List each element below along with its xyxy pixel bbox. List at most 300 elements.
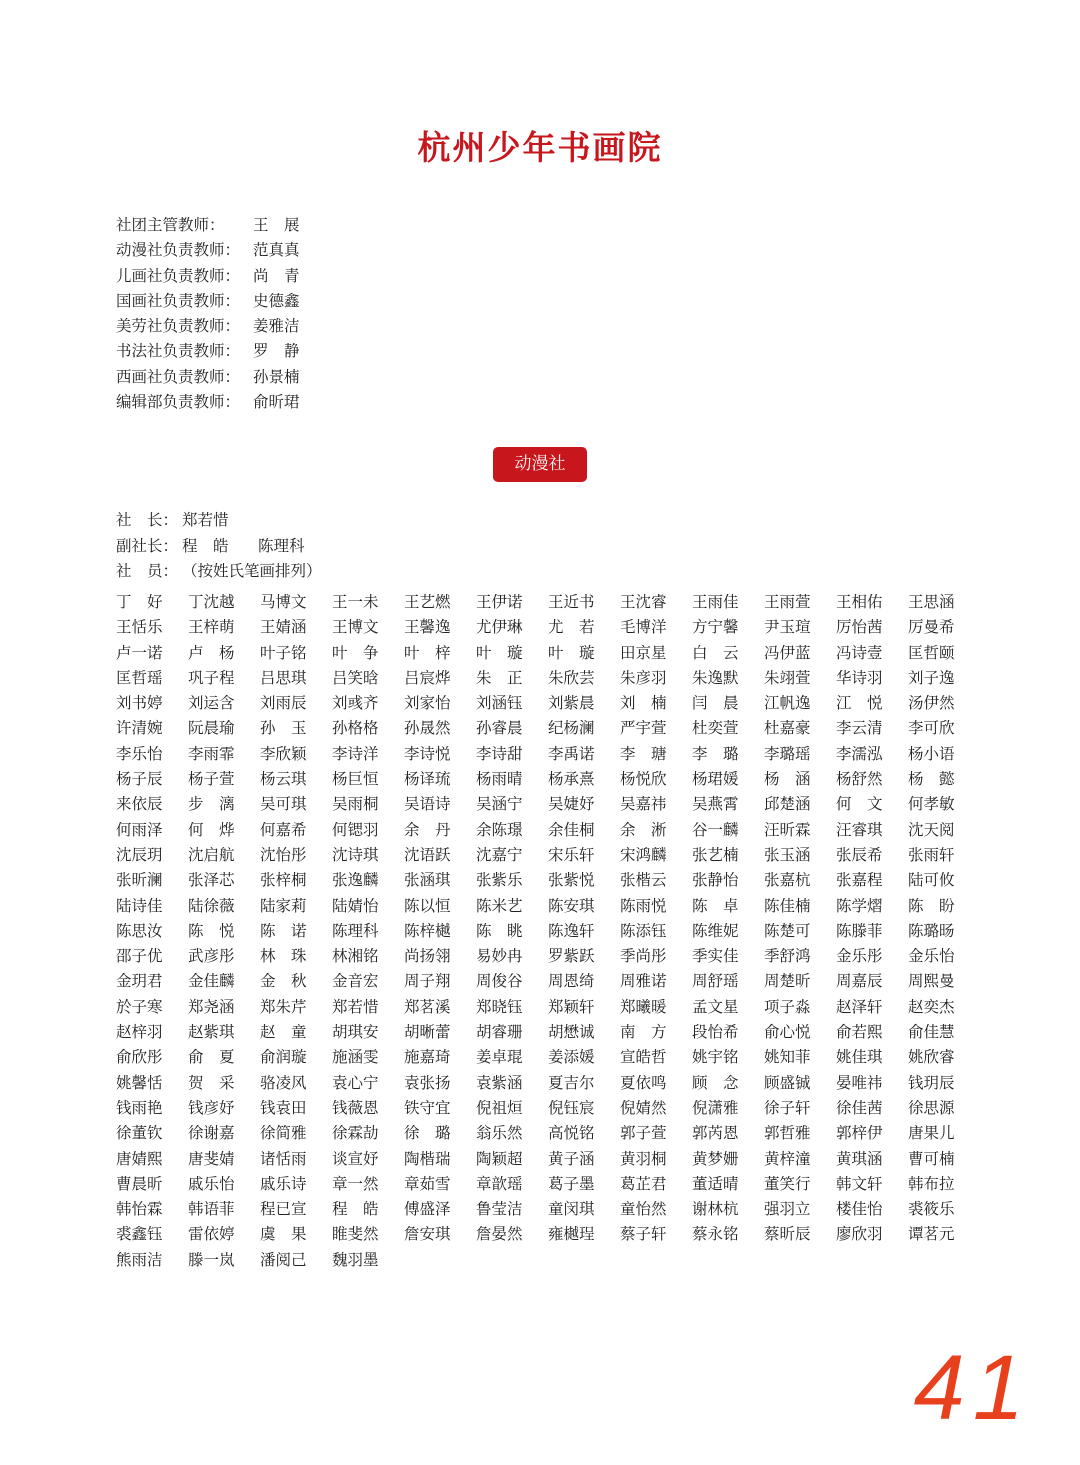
- member-name: 沈启航: [188, 845, 235, 864]
- member-name: 金乐怡: [908, 947, 955, 966]
- member-name: 周嘉辰: [836, 972, 883, 991]
- member-name: 季尚彤: [620, 947, 667, 966]
- member-name: 丁 好: [116, 593, 163, 611]
- teacher-name: 罗 静: [253, 342, 300, 361]
- member-name: 韩语菲: [188, 1200, 235, 1219]
- member-name: 陈以恒: [404, 896, 451, 915]
- member-name: 杨珺媛: [692, 770, 739, 789]
- vice-president-name: 陈理科: [258, 536, 305, 555]
- member-name: 曹晨昕: [116, 1174, 163, 1193]
- member-name: 杜嘉豪: [764, 719, 811, 738]
- member-name: 胡晰蕾: [404, 1023, 451, 1042]
- member-name: 陈米艺: [476, 896, 523, 915]
- member-name: 杨译琉: [404, 770, 451, 789]
- member-name: 郑晓钰: [476, 997, 523, 1016]
- president-label: 社 长：: [116, 511, 179, 529]
- member-name: 谢林杭: [692, 1200, 739, 1219]
- teacher-name: 王 展: [253, 216, 300, 234]
- member-name: 戚乐诗: [260, 1174, 307, 1193]
- member-name: 王雨佳: [692, 593, 739, 611]
- member-name: 卢 杨: [188, 643, 235, 662]
- member-name: 武彦彤: [188, 947, 235, 966]
- member-name: 李雨霏: [188, 744, 235, 763]
- member-name: 汪睿琪: [836, 820, 883, 839]
- member-name: 陈滕菲: [836, 921, 883, 940]
- member-name: 葛芷君: [620, 1174, 667, 1193]
- member-name: 吴可琪: [260, 795, 307, 814]
- member-name: 来依辰: [116, 795, 163, 814]
- member-name: 冯诗壹: [836, 643, 883, 662]
- teacher-row: [116, 238, 300, 263]
- member-name: 张紫悦: [548, 871, 595, 890]
- teacher-row: [116, 339, 300, 364]
- member-name: 詹晏然: [476, 1225, 523, 1244]
- member-name: 董笑行: [764, 1174, 811, 1193]
- member-name: 叶 璇: [476, 643, 523, 662]
- member-name: 陈楚可: [764, 921, 811, 940]
- member-name: 杨子辰: [116, 770, 163, 789]
- member-name: 张静怡: [692, 871, 739, 890]
- member-name: 谷一麟: [692, 820, 739, 839]
- president-row: [116, 508, 322, 534]
- member-name: 马博文: [260, 593, 307, 611]
- member-name: 俞若熙: [836, 1023, 883, 1042]
- member-name: 陈添钰: [620, 921, 667, 940]
- member-name: 李 璐: [692, 744, 739, 763]
- member-name: 雍樾珵: [548, 1225, 595, 1244]
- member-name: 郑茗溪: [404, 997, 451, 1016]
- member-name: 李诗甜: [476, 744, 523, 763]
- member-name: 吴雨桐: [332, 795, 379, 814]
- member-name: 徐董钦: [116, 1124, 163, 1143]
- vice-president-label: 副社长：: [116, 536, 179, 555]
- member-name: 沈怡彤: [260, 845, 307, 864]
- member-name: 虞 果: [260, 1225, 307, 1244]
- member-name: 王艺燃: [404, 593, 451, 611]
- member-name: 翁乐然: [476, 1124, 523, 1143]
- member-name: 何孝敏: [908, 795, 955, 814]
- member-name: 夏吉尔: [548, 1073, 595, 1092]
- teacher-row: [116, 264, 300, 289]
- member-name: 姜卓琨: [476, 1048, 523, 1067]
- member-name: 童怡然: [620, 1200, 667, 1219]
- member-name: 谭茗元: [908, 1225, 955, 1244]
- member-name: 袁心宁: [332, 1073, 379, 1092]
- member-name: 张梓桐: [260, 871, 307, 890]
- member-name: 陈梓樾: [404, 921, 451, 940]
- member-name: 章茹雪: [404, 1174, 451, 1193]
- member-name: 晏唯祎: [836, 1073, 883, 1092]
- member-name: 张嘉杭: [764, 871, 811, 890]
- member-name: 曹可楠: [908, 1149, 955, 1168]
- page-number: 41: [913, 1337, 1032, 1439]
- member-name: 李诗悦: [404, 744, 451, 763]
- member-name: 周舒瑶: [692, 972, 739, 991]
- member-name: 段怡希: [692, 1023, 739, 1042]
- teacher-name: 姜雅洁: [253, 317, 300, 336]
- member-name: 於子寒: [116, 997, 163, 1016]
- member-name: 俞欣彤: [116, 1048, 163, 1067]
- member-name: 吕思琪: [260, 668, 307, 687]
- member-name: 陈 盼: [908, 896, 955, 915]
- member-name: 王馨逸: [404, 618, 451, 637]
- member-name: 方宁馨: [692, 618, 739, 637]
- member-name: 匡哲颐: [908, 643, 955, 662]
- member-name: 夏依鸣: [620, 1073, 667, 1092]
- member-name: 陆徐薇: [188, 896, 235, 915]
- member-name: 张昕澜: [116, 871, 163, 890]
- member-name: 杨舒然: [836, 770, 883, 789]
- member-name: 朱欣芸: [548, 668, 595, 687]
- member-name: 陈 卓: [692, 896, 739, 915]
- member-name: 钱雨艳: [116, 1098, 163, 1117]
- member-name: 顾 念: [692, 1073, 739, 1092]
- member-name: 孟文星: [692, 997, 739, 1016]
- member-name: 徐佳茜: [836, 1098, 883, 1117]
- member-name: 诸恬雨: [260, 1149, 307, 1168]
- member-name: 姚佳琪: [836, 1048, 883, 1067]
- member-name: 何 文: [836, 795, 883, 814]
- member-name: 厉曼希: [908, 618, 955, 637]
- member-name: 骆凌风: [260, 1073, 307, 1092]
- vice-president-row: [116, 534, 322, 560]
- member-name: 朱 正: [476, 668, 523, 687]
- member-name: 李欣颖: [260, 744, 307, 763]
- section-badge: 动漫社: [493, 447, 587, 482]
- member-name: 蔡昕辰: [764, 1225, 811, 1244]
- member-name: 尹玉瑄: [764, 618, 811, 637]
- member-name: 李 瑭: [620, 744, 667, 763]
- member-name: 刘 楠: [620, 694, 667, 713]
- member-name: 唐婧熙: [116, 1149, 163, 1168]
- member-name: 吴婕妤: [548, 795, 595, 814]
- member-name: 黄羽桐: [620, 1149, 667, 1168]
- member-name: 沈语跃: [404, 845, 451, 864]
- member-name: 杨 涵: [764, 770, 811, 789]
- member-name: 张逸麟: [332, 871, 379, 890]
- member-name: 罗紫跃: [548, 947, 595, 966]
- page-title: 杭州少年书画院: [417, 128, 663, 167]
- member-name: 叶 梓: [404, 643, 451, 662]
- member-name: 俞佳慧: [908, 1023, 955, 1042]
- members-note: （按姓氏笔画排列）: [182, 562, 322, 580]
- member-name: 铁守宜: [404, 1098, 451, 1117]
- member-name: 张艺楠: [692, 845, 739, 864]
- member-name: 刘紫晨: [548, 694, 595, 713]
- member-name: 何 烨: [188, 820, 235, 839]
- member-name: 沈天阅: [908, 820, 955, 839]
- member-name: 何锶羽: [332, 820, 379, 839]
- member-name: 孙 玉: [260, 719, 307, 738]
- member-name: 杨巨恒: [332, 770, 379, 789]
- member-name: 朱逸默: [692, 668, 739, 687]
- member-name: 杜奕萱: [692, 719, 739, 738]
- member-name: 杨悦欣: [620, 770, 667, 789]
- member-name: 何雨泽: [116, 820, 163, 839]
- member-name: 金 秋: [260, 972, 307, 991]
- member-name: 叶 璇: [548, 643, 595, 662]
- member-name: 吴燕霄: [692, 795, 739, 814]
- member-name: 王相佑: [836, 593, 883, 611]
- member-name: 郭芮恩: [692, 1124, 739, 1143]
- member-name: 蔡永铭: [692, 1225, 739, 1244]
- member-name: 郭梓伊: [836, 1124, 883, 1143]
- member-name: 周熙曼: [908, 972, 955, 991]
- teacher-row: [116, 365, 300, 390]
- members-label: 社 员：: [116, 562, 179, 580]
- member-name: 杨雨晴: [476, 770, 523, 789]
- member-name: 贺 采: [188, 1073, 235, 1092]
- teacher-name: 史德鑫: [253, 291, 300, 310]
- member-name: 韩文轩: [836, 1174, 883, 1193]
- member-name: 余佳桐: [548, 820, 595, 839]
- member-name: 胡懋诚: [548, 1023, 595, 1042]
- member-name: 沈诗琪: [332, 845, 379, 864]
- member-name: 毛博洋: [620, 618, 667, 637]
- teacher-role: 书法社负责教师：: [116, 342, 241, 361]
- member-name: 王梓萌: [188, 618, 235, 637]
- member-name: 姚宇铭: [692, 1048, 739, 1067]
- member-name: 尤 若: [548, 618, 595, 637]
- member-name: 韩布拉: [908, 1174, 955, 1193]
- member-name: 陶楷瑞: [404, 1149, 451, 1168]
- member-name: 余 淅: [620, 820, 667, 839]
- member-name: 陈佳楠: [764, 896, 811, 915]
- member-name: 俞 夏: [188, 1048, 235, 1067]
- member-name: 胡琪安: [332, 1023, 379, 1042]
- member-name: 刘涵钰: [476, 694, 523, 713]
- teacher-role: 国画社负责教师：: [116, 291, 241, 310]
- member-name: 李可欣: [908, 719, 955, 738]
- member-name: 刘雨辰: [260, 694, 307, 713]
- member-name: 金玥君: [116, 972, 163, 991]
- member-name: 李诗洋: [332, 744, 379, 763]
- member-name: 施涵雯: [332, 1048, 379, 1067]
- member-name: 姚馨恬: [116, 1073, 163, 1092]
- member-name: 陆婧怡: [332, 896, 379, 915]
- member-name: 王恬乐: [116, 618, 163, 637]
- member-name: 叶子铭: [260, 643, 307, 662]
- member-name: 陈璐旸: [908, 921, 955, 940]
- member-name: 孙睿晨: [476, 719, 523, 738]
- member-name: 冯伊蓝: [764, 643, 811, 662]
- member-name: 郑尧涵: [188, 997, 235, 1016]
- teacher-row: [116, 213, 300, 238]
- member-name: 郑若惜: [332, 997, 379, 1016]
- member-name: 田京星: [620, 643, 667, 662]
- member-name: 戚乐怡: [188, 1174, 235, 1193]
- member-name: 闫 晨: [692, 694, 739, 713]
- member-name: 郑朱芹: [260, 997, 307, 1016]
- member-name: 葛子墨: [548, 1174, 595, 1193]
- member-name: 郑曦暖: [620, 997, 667, 1016]
- member-name: 黄梓潼: [764, 1149, 811, 1168]
- member-name: 王近书: [548, 593, 595, 611]
- president-name: 郑若惜: [182, 511, 229, 529]
- member-name: 巩子程: [188, 668, 235, 687]
- member-name: 尤伊琳: [476, 618, 523, 637]
- member-name: 陈雨悦: [620, 896, 667, 915]
- member-name: 袁紫涵: [476, 1073, 523, 1092]
- member-name: 陈逸轩: [548, 921, 595, 940]
- member-name: 张楷云: [620, 871, 667, 890]
- member-name: 陈思汝: [116, 921, 163, 940]
- member-name: 吴嘉祎: [620, 795, 667, 814]
- member-name: 董适晴: [692, 1174, 739, 1193]
- member-name: 程已宣: [260, 1200, 307, 1219]
- member-name: 王思涵: [908, 593, 955, 611]
- member-name: 钱袁田: [260, 1098, 307, 1117]
- member-name: 许清婉: [116, 719, 163, 738]
- member-name: 王博文: [332, 618, 379, 637]
- member-name: 朱翊萱: [764, 668, 811, 687]
- teacher-name: 范真真: [253, 241, 300, 260]
- member-name: 陆家莉: [260, 896, 307, 915]
- teacher-role: 儿画社负责教师：: [116, 266, 241, 285]
- member-name: 张辰希: [836, 845, 883, 864]
- teacher-name: 孙景楠: [253, 367, 300, 386]
- teacher-name: 俞昕珺: [253, 393, 300, 412]
- member-name: 周楚昕: [764, 972, 811, 991]
- member-name: 廖欣羽: [836, 1225, 883, 1244]
- member-name: 张玉涵: [764, 845, 811, 864]
- member-name: 南 方: [620, 1023, 667, 1042]
- member-name: 胡睿珊: [476, 1023, 523, 1042]
- member-name: 张紫乐: [476, 871, 523, 890]
- member-name: 裘鑫钰: [116, 1225, 163, 1244]
- member-name: 李禹诺: [548, 744, 595, 763]
- member-name: 林 珠: [260, 947, 307, 966]
- member-name: 何嘉希: [260, 820, 307, 839]
- member-name: 李云清: [836, 719, 883, 738]
- member-name: 吴涵宁: [476, 795, 523, 814]
- member-name: 赵泽轩: [836, 997, 883, 1016]
- member-name: 雷依婷: [188, 1225, 235, 1244]
- member-name: 杨小语: [908, 744, 955, 763]
- member-name: 吴语诗: [404, 795, 451, 814]
- member-name: 顾盛铖: [764, 1073, 811, 1092]
- member-name: 倪祖烜: [476, 1098, 523, 1117]
- member-name: 林湘铭: [332, 947, 379, 966]
- member-name: 姚欣睿: [908, 1048, 955, 1067]
- member-name: 陈维妮: [692, 921, 739, 940]
- member-name: 徐子轩: [764, 1098, 811, 1117]
- member-name: 易妙冉: [476, 947, 523, 966]
- member-name: 高悦铭: [548, 1124, 595, 1143]
- member-name: 杨云琪: [260, 770, 307, 789]
- member-name: 孙格格: [332, 719, 379, 738]
- member-name: 詹安琪: [404, 1225, 451, 1244]
- member-name: 李濡泓: [836, 744, 883, 763]
- member-name: 沈辰玥: [116, 845, 163, 864]
- member-name: 江 悦: [836, 694, 883, 713]
- member-name: 杨 懿: [908, 770, 955, 789]
- member-name: 叶 争: [332, 643, 379, 662]
- teacher-row: [116, 390, 300, 415]
- member-name: 陈 悦: [188, 921, 235, 940]
- member-name: 姚知菲: [764, 1048, 811, 1067]
- member-name: 张雨轩: [908, 845, 955, 864]
- member-name: 孙晟然: [404, 719, 451, 738]
- member-name: 徐 璐: [404, 1124, 451, 1143]
- member-name: 卢一诺: [116, 643, 163, 662]
- member-name: 楼佳怡: [836, 1200, 883, 1219]
- member-name: 周俊谷: [476, 972, 523, 991]
- member-name: 陆诗佳: [116, 896, 163, 915]
- teacher-role: 美劳社负责教师：: [116, 317, 241, 336]
- teacher-role: 动漫社负责教师：: [116, 241, 241, 260]
- teacher-role: 社团主管教师：: [116, 216, 225, 234]
- member-name: 匡哲瑶: [116, 668, 163, 687]
- member-name: 俞心悦: [764, 1023, 811, 1042]
- member-name: 倪钰宸: [548, 1098, 595, 1117]
- member-name: 余 丹: [404, 820, 451, 839]
- member-name: 白 云: [692, 643, 739, 662]
- member-name: 季实佳: [692, 947, 739, 966]
- member-name: 强羽立: [764, 1200, 811, 1219]
- member-name: 厉怡茜: [836, 618, 883, 637]
- member-name: 倪潇雅: [692, 1098, 739, 1117]
- member-name: 谈宣妤: [332, 1149, 379, 1168]
- member-name: 王沈睿: [620, 593, 667, 611]
- teacher-name: 尚 青: [253, 266, 300, 285]
- member-name: 钱玥辰: [908, 1073, 955, 1092]
- member-name: 王婧涵: [260, 618, 307, 637]
- members-heading-row: [116, 559, 322, 585]
- member-name: 赵奕杰: [908, 997, 955, 1016]
- member-name: 朱彦羽: [620, 668, 667, 687]
- member-name: 程 皓: [332, 1200, 379, 1219]
- officer-list: [116, 508, 322, 585]
- member-grid: [116, 590, 980, 1273]
- member-name: 阮晨瑜: [188, 719, 235, 738]
- member-name: 陈理科: [332, 921, 379, 940]
- member-name: 邱楚涵: [764, 795, 811, 814]
- member-name: 唐果儿: [908, 1124, 955, 1143]
- member-name: 潘阅己: [260, 1250, 307, 1269]
- member-name: 张泽芯: [188, 871, 235, 890]
- member-name: 李乐怡: [116, 744, 163, 763]
- member-name: 宋鸿麟: [620, 845, 667, 864]
- member-name: 汪昕霖: [764, 820, 811, 839]
- member-name: 倪婧然: [620, 1098, 667, 1117]
- member-name: 吕笑晗: [332, 668, 379, 687]
- member-name: 唐斐婧: [188, 1149, 235, 1168]
- teacher-role: 西画社负责教师：: [116, 367, 241, 386]
- teacher-row: [116, 314, 300, 339]
- vice-president-name: 程 皓: [182, 536, 229, 555]
- member-name: 刘家怡: [404, 694, 451, 713]
- member-name: 步 漓: [188, 795, 235, 814]
- member-name: 丁沈越: [188, 593, 235, 611]
- member-name: 赵紫琪: [188, 1023, 235, 1042]
- member-name: 周雅诺: [620, 972, 667, 991]
- member-name: 王伊诺: [476, 593, 523, 611]
- member-name: 沈嘉宁: [476, 845, 523, 864]
- member-name: 汤伊然: [908, 694, 955, 713]
- member-name: 张嘉程: [836, 871, 883, 890]
- member-name: 傅盛泽: [404, 1200, 451, 1219]
- member-name: 韩怡霖: [116, 1200, 163, 1219]
- member-name: 宣皓哲: [620, 1048, 667, 1067]
- member-name: 严宇萱: [620, 719, 667, 738]
- member-name: 蔡子轩: [620, 1225, 667, 1244]
- member-name: 熊雨洁: [116, 1250, 163, 1269]
- member-name: 徐霖劼: [332, 1124, 379, 1143]
- member-name: 鲁莹洁: [476, 1200, 523, 1219]
- member-name: 赵梓羽: [116, 1023, 163, 1042]
- member-name: 陈 诺: [260, 921, 307, 940]
